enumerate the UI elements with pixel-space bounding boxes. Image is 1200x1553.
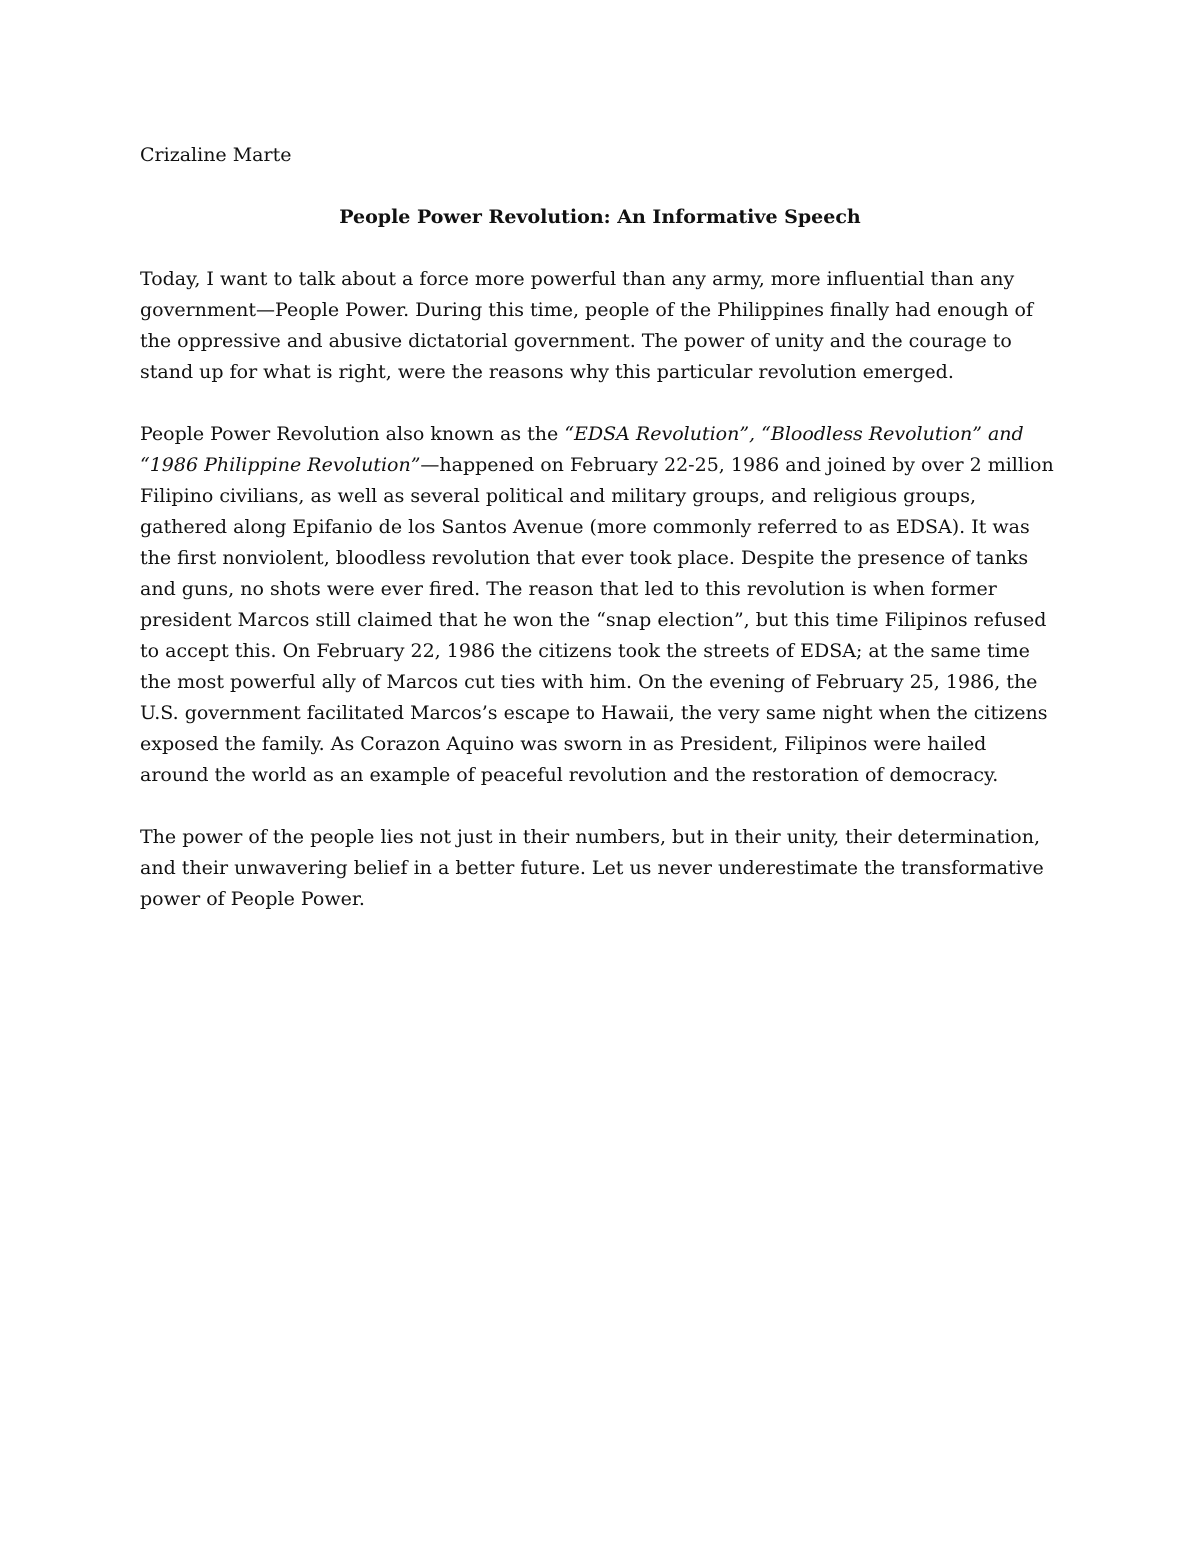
paragraph-history: [140, 419, 1060, 791]
document-title: People Power Revolution: An Informative Speech: [339, 206, 861, 228]
paragraph-intro: Today, I want to talk about a force more powerful than any army, more influential than any government—People Power. During this time, people of the Philippines finally had enough of the oppressive and abusive dictatorial government. The power of unity and the courage to stand up for what is right, were the reasons why this particular revolution emerged.: [140, 268, 1034, 383]
author-name: Crizaline Marte: [140, 144, 292, 166]
paragraph-history-rest: —happened on February 22-25, 1986 and joined by over 2 million Filipino civilians, as well as several political and military groups, and religious groups, gathered along Epifanio de los Santos Avenue (more commonly referred to as EDSA). It was the first nonviolent, bloodless revolution that ever took place. Despite the presence of tanks and guns, no shots were ever fired. The reason that led to this revolution is when former president Marcos still claimed that he won the “snap election”, but this time Filipinos refused to accept this. On February 22, 1986 the citizens took the streets of EDSA; at the same time the most powerful ally of Marcos cut ties with him. On the evening of February 25, 1986, the U.S. government facilitated Marcos’s escape to Hawaii, the very same night when the citizens exposed the family. As Corazon Aquino was sworn in as President, Filipinos were hailed around the world as an example of peaceful revolution and the restoration of democracy.: [140, 454, 1054, 786]
document-body: [140, 140, 1060, 946]
paragraph-history-start: People Power Revolution also known as the: [140, 423, 565, 445]
revolution-names: “EDSA Revolution”, “Bloodless Revolution” and “1986 Philippine Revolution”: [140, 423, 1024, 476]
paragraph-conclusion: The power of the people lies not just in their numbers, but in their unity, their determination, and their unwavering belief in a better future. Let us never underestimate the transformative power of People Power.: [140, 826, 1044, 910]
